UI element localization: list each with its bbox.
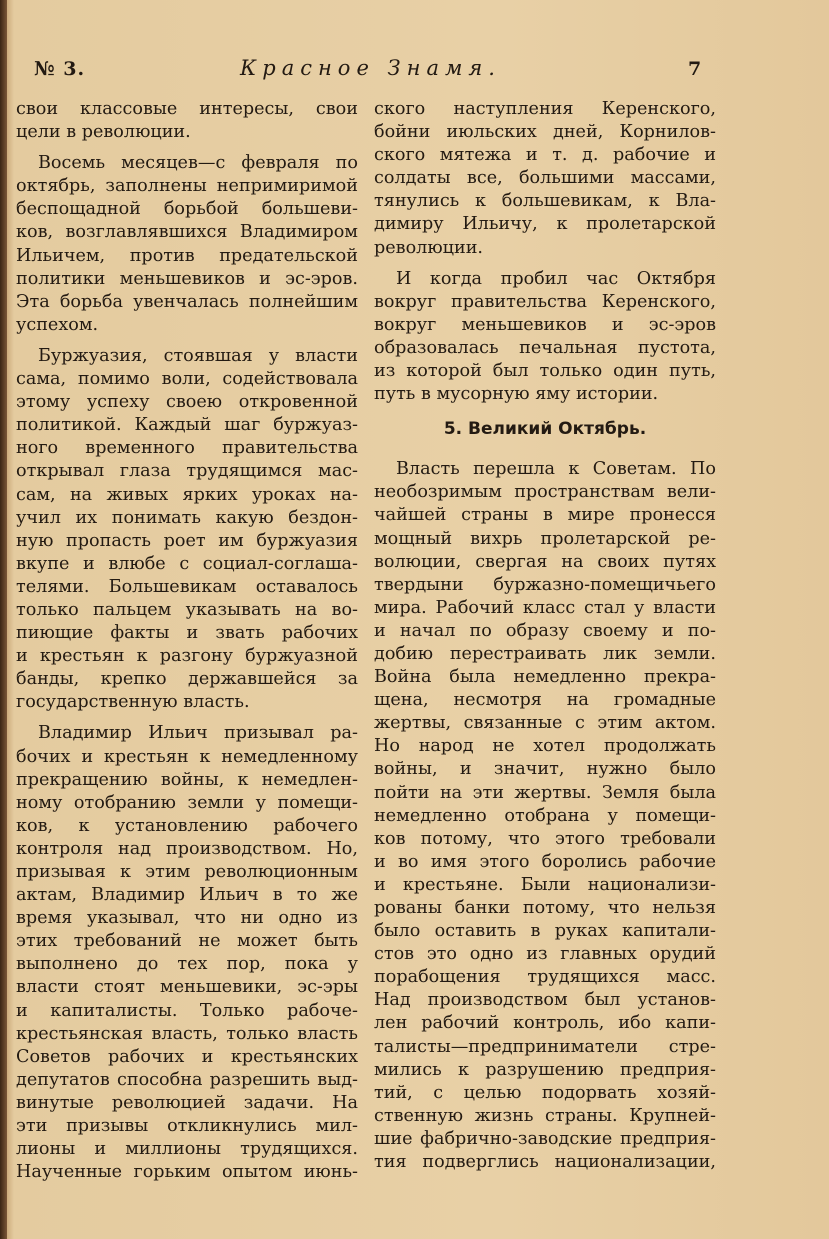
text-line: этому успеху своею откровенной <box>16 392 358 413</box>
text-line: октябрь, заполнены непримиримой <box>16 176 358 197</box>
text-line: этих требований не может быть <box>16 931 358 952</box>
text-line: контроля над производством. Но, <box>16 838 358 859</box>
text-line: димиру Ильичу, к пролетарской <box>374 214 716 235</box>
text-line: Власть перешла к Советам. По <box>396 459 716 480</box>
text-line: войны, и значит, нужно было <box>374 759 716 780</box>
text-line: и во имя этого боролись рабочие <box>374 851 716 872</box>
text-line: Ильичем, против предательской <box>16 245 358 266</box>
text-line: прекращению войны, к немедлен- <box>16 769 358 790</box>
text-line: и крестьяне. Были национализи- <box>374 874 716 895</box>
binding-edge <box>0 0 7 1239</box>
text-line: Буржуазия, стоявшая у власти <box>38 345 358 366</box>
text-line: политики меньшевиков и эс-эров. <box>16 268 358 289</box>
text-line: талисты—предприниматели стре- <box>374 1036 716 1057</box>
text-line: депутатов способна разрешить выд- <box>16 1069 358 1090</box>
text-line: вокруг правительства Керенского, <box>374 291 716 312</box>
text-line: мира. Рабочий класс стал у власти <box>374 597 716 618</box>
paragraph-gap <box>374 260 716 268</box>
paragraph-gap <box>16 714 358 722</box>
journal-title: Красное Знамя. <box>240 56 501 80</box>
text-line: ственную жизнь страны. Крупней- <box>374 1105 716 1126</box>
text-line: щена, несмотря на громадные <box>374 690 716 711</box>
paragraph-gap <box>16 144 358 152</box>
text-line: открывал глаза трудящимся мас- <box>16 461 358 482</box>
text-line: немедленно отобрана у помещи- <box>374 805 716 826</box>
text-line: актам, Владимир Ильич в то же <box>16 885 358 906</box>
text-line: Но народ не хотел продолжать <box>374 736 716 757</box>
text-line: и капиталисты. Только рабоче- <box>16 1000 358 1021</box>
text-line: крестьянская власть, только власть <box>16 1023 358 1044</box>
text-line: государственную власть. <box>16 692 250 713</box>
text-line: ского мятежа и т. д. рабочие и <box>374 145 716 166</box>
text-line: сама, помимо воли, содействовала <box>16 369 358 390</box>
text-line: лен рабочий контроль, ибо капи- <box>374 1013 716 1034</box>
text-line: ного временного правительства <box>16 438 358 459</box>
text-line: Советов рабочих и крестьянских <box>16 1046 358 1067</box>
text-line: Наученные горьким опытом июнь- <box>16 1162 358 1183</box>
text-line: из которой был только один путь, <box>374 361 716 382</box>
text-line: Эта борьба увенчалась полнейшим <box>16 291 358 312</box>
text-line: Владимир Ильич призывал ра- <box>38 723 358 744</box>
text-line: лионы и миллионы трудящихся. <box>16 1139 358 1160</box>
paragraph-gap <box>374 450 716 458</box>
text-line: Над производством был установ- <box>374 990 716 1011</box>
text-line: революции. <box>374 237 484 258</box>
text-line: порабощения трудящихся масс. <box>374 967 716 988</box>
text-line: телями. Большевикам оставалось <box>16 576 358 597</box>
text-line: солдаты все, большими массами, <box>374 168 716 189</box>
text-line: было оставить в руках капитали- <box>374 921 716 942</box>
text-line: жертвы, связанные с этим актом. <box>374 713 716 734</box>
text-line: путь в мусорную яму истории. <box>374 384 659 405</box>
text-line: шие фабрично-заводские предприя- <box>374 1128 716 1149</box>
page-header <box>30 52 710 86</box>
text-line: свои классовые интересы, свои <box>16 99 358 119</box>
text-line: ков, к установлению рабочего <box>16 815 358 836</box>
text-line: ского наступления Керенского, <box>374 99 716 119</box>
text-line: стов это одно из главных орудий <box>374 944 716 965</box>
text-line: Война была немедленно прекра- <box>374 667 716 688</box>
text-line: банды, крепко державшейся за <box>16 669 358 690</box>
text-line: тия подверглись национализации, <box>374 1152 716 1173</box>
text-line: вкупе и влюбе с социал-соглаша- <box>16 553 358 574</box>
text-line: только пальцем указывать на во- <box>16 599 358 620</box>
page-number: 7 <box>688 58 702 80</box>
text-line: выполнено до тех пор, пока у <box>16 954 358 975</box>
text-line: необозримым пространствам вели- <box>374 482 716 503</box>
text-line: власти стоят меньшевики, эс-эры <box>16 977 358 998</box>
text-line: мились к разрушению предприя- <box>374 1059 716 1080</box>
text-line: вокруг меньшевиков и эс-эров <box>374 314 716 335</box>
text-line: ную пропасть роет им буржуазия <box>16 530 358 551</box>
text-line: ков, возглавлявшихся Владимиром <box>16 222 358 243</box>
text-line: добию перестраивать лик земли. <box>374 643 716 664</box>
text-line: мощный вихрь пролетарской ре- <box>374 528 716 549</box>
text-line: время указывал, что ни одно из <box>16 908 358 929</box>
text-line: винутые революцией задачи. На <box>16 1092 358 1113</box>
issue-number: № 3. <box>34 58 86 80</box>
text-line: образовалась печальная пустота, <box>374 337 716 358</box>
text-line: ков потому, что этого требовали <box>374 828 716 849</box>
left-column <box>16 98 358 1184</box>
text-line: бойни июльских дней, Корнилов- <box>374 122 716 143</box>
text-line: беспощадной борьбой большеви- <box>16 199 358 220</box>
text-line: бочих и крестьян к немедленному <box>16 746 358 767</box>
right-column <box>374 98 716 1174</box>
text-line: цели в революции. <box>16 122 191 143</box>
text-line: и начал по образу своему и по- <box>374 620 716 641</box>
text-line: учил их понимать какую бездон- <box>16 507 358 528</box>
text-line: И когда пробил час Октября <box>396 268 716 289</box>
section-heading: 5. Великий Октябрь. <box>443 419 647 440</box>
text-line: чайшей страны в мире пронесся <box>374 505 716 526</box>
text-line: тянулись к большевикам, к Вла- <box>374 191 716 212</box>
text-line: ному отобранию земли у помещи- <box>16 792 358 813</box>
text-line: политикой. Каждый шаг буржуаз- <box>16 415 358 436</box>
text-line: рованы банки потому, что нельзя <box>374 898 716 918</box>
text-line: пойти на эти жертвы. Земля была <box>374 782 716 803</box>
text-line: пиющие факты и звать рабочих <box>16 623 358 644</box>
text-line: волюции, свергая на своих путях <box>374 551 716 572</box>
text-line: эти призывы откликнулись мил- <box>16 1116 358 1137</box>
text-line: твердыни буржазно-помещичьего <box>374 574 716 595</box>
text-line: тий, с целью подорвать хозяй- <box>374 1082 716 1103</box>
text-line: призывая к этим революционным <box>16 862 358 882</box>
text-line: сам, на живых ярких уроках на- <box>16 484 358 505</box>
text-line: успехом. <box>16 314 99 335</box>
text-line: Восемь месяцев—с февраля по <box>38 153 358 174</box>
text-line: и крестьян к разгону буржуазной <box>16 646 358 667</box>
paragraph-gap <box>16 337 358 345</box>
